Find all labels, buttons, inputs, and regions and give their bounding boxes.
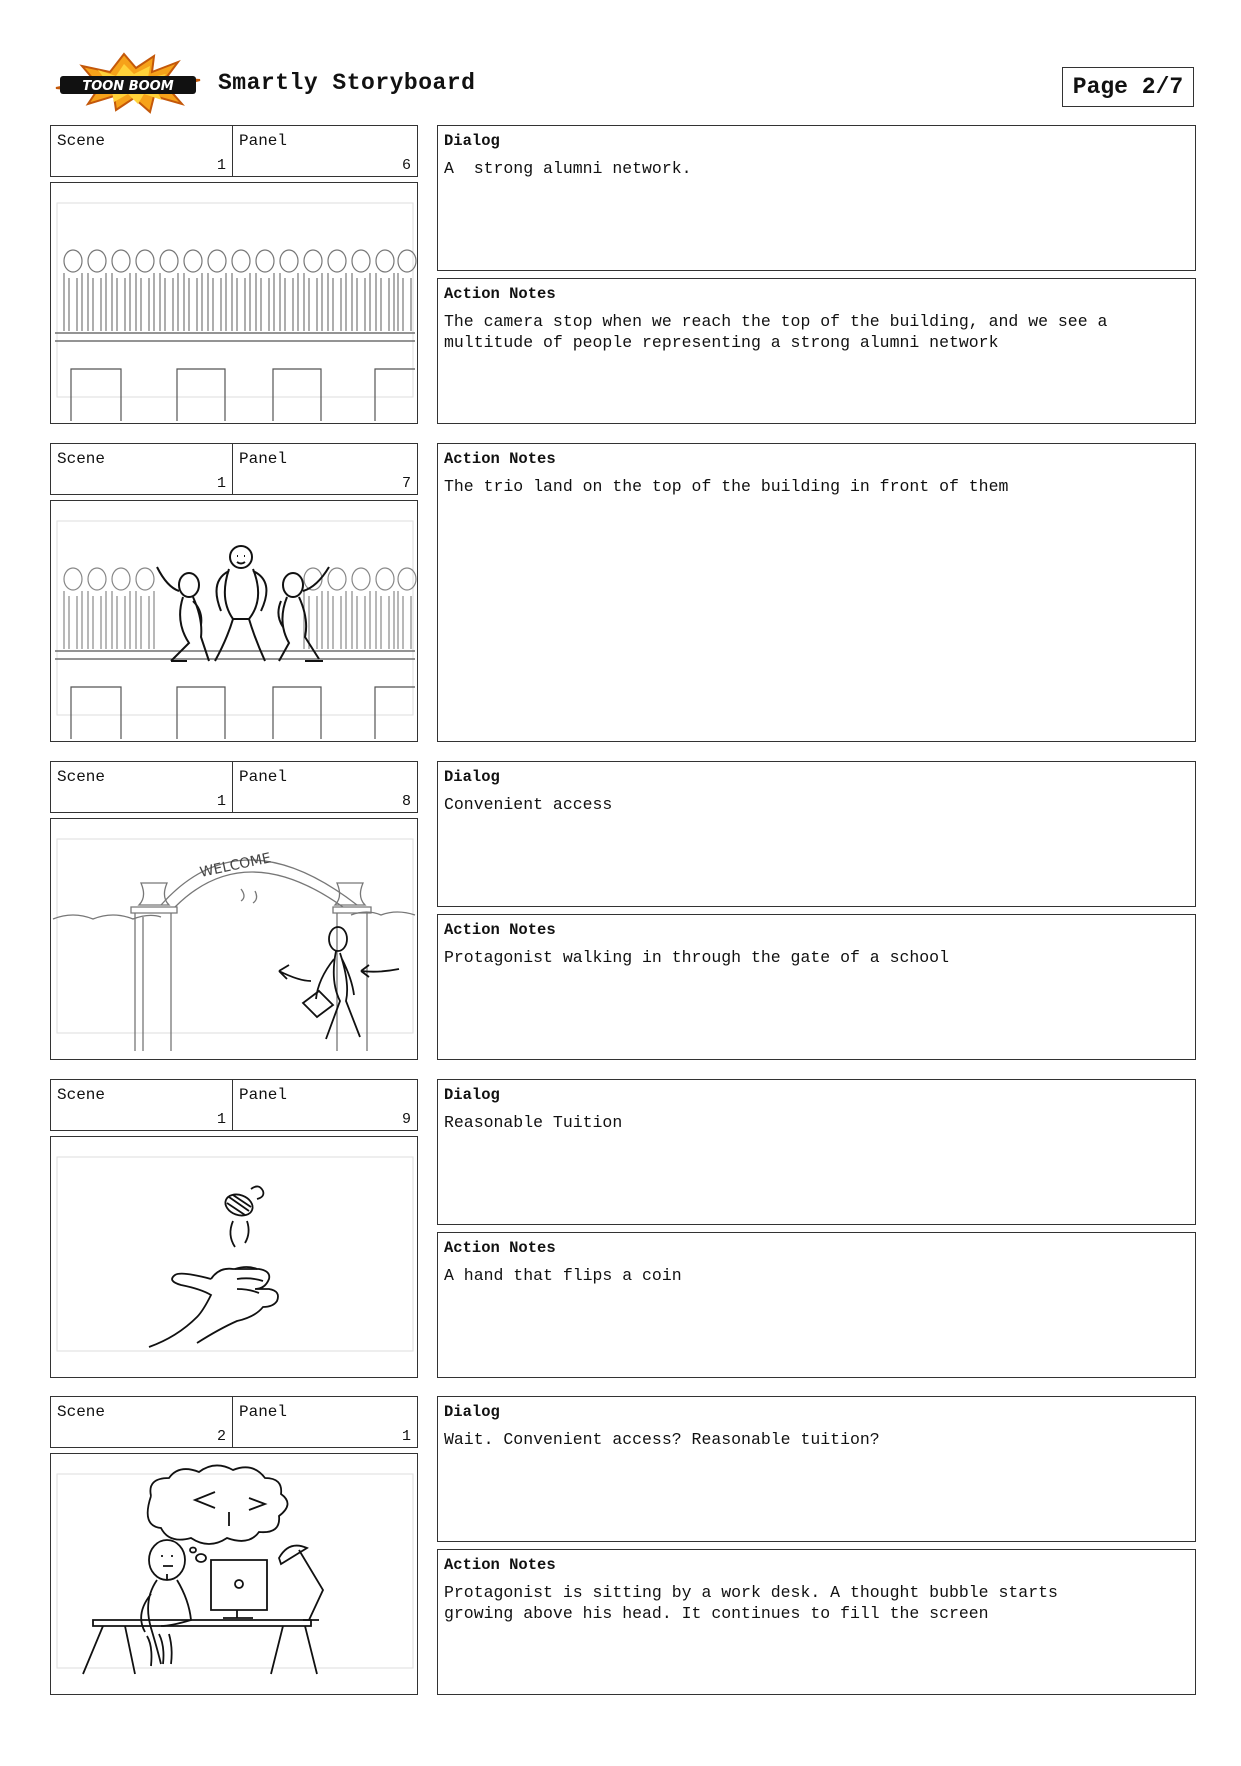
page-number: 2/7 [1141, 74, 1184, 100]
scene-cell [50, 125, 233, 177]
action-notes-title: Action Notes [444, 285, 556, 303]
toon-boom-logo [54, 52, 202, 114]
panel-cell [232, 1079, 418, 1131]
page-title: Smartly Storyboard [218, 70, 476, 96]
panel-sketch-gate [50, 818, 418, 1060]
svg-text:TOON BOOM: TOON BOOM [82, 79, 174, 94]
scene-label: Scene [57, 450, 106, 468]
panel-number: 7 [401, 475, 411, 492]
dialog-text: Convenient access [444, 795, 613, 814]
action-notes-text: Protagonist walking in through the gate of a school [444, 948, 949, 967]
action-notes-text: A hand that flips a coin [444, 1266, 682, 1285]
panel-cell [232, 443, 418, 495]
dialog-box [437, 125, 1196, 271]
dialog-title: Dialog [444, 1403, 500, 1421]
scene-label: Scene [57, 1086, 106, 1104]
panel-cell [232, 1396, 418, 1448]
action-notes-title: Action Notes [444, 921, 556, 939]
scene-number: 2 [216, 1428, 226, 1445]
panel-cell [232, 761, 418, 813]
action-notes-title: Action Notes [444, 1239, 556, 1257]
dialog-text: A strong alumni network. [444, 159, 692, 178]
panel-sketch-trio [50, 500, 418, 742]
svg-text:WELCOME: WELCOME [198, 850, 273, 881]
scene-label: Scene [57, 1403, 106, 1421]
scene-label: Scene [57, 132, 106, 150]
dialog-title: Dialog [444, 132, 500, 150]
scene-label: Scene [57, 768, 106, 786]
panel-number: 8 [401, 793, 411, 810]
action-notes-box [437, 443, 1196, 742]
panel-sketch-coin [50, 1136, 418, 1378]
scene-cell [50, 761, 233, 813]
scene-cell [50, 443, 233, 495]
scene-cell [50, 1396, 233, 1448]
dialog-title: Dialog [444, 768, 500, 786]
dialog-box [437, 1079, 1196, 1225]
panel-label: Panel [239, 450, 288, 468]
page-label: Page [1072, 74, 1128, 100]
scene-number: 1 [216, 475, 226, 492]
action-notes-title: Action Notes [444, 450, 556, 468]
dialog-box [437, 1396, 1196, 1542]
panel-number: 6 [401, 157, 411, 174]
panel-number: 9 [401, 1111, 411, 1128]
action-notes-box [437, 1549, 1196, 1695]
dialog-box [437, 761, 1196, 907]
panel-sketch-crowd [50, 182, 418, 424]
panel-sketch-desk [50, 1453, 418, 1695]
scene-number: 1 [216, 157, 226, 174]
panel-label: Panel [239, 768, 288, 786]
action-notes-box [437, 278, 1196, 424]
panel-label: Panel [239, 1403, 288, 1421]
scene-number: 1 [216, 1111, 226, 1128]
action-notes-title: Action Notes [444, 1556, 556, 1574]
scene-number: 1 [216, 793, 226, 810]
scene-cell [50, 1079, 233, 1131]
panel-number: 1 [401, 1428, 411, 1445]
action-notes-text: Protagonist is sitting by a work desk. A thought bubble starts growing above his head. It continues to fill the screen [444, 1583, 1068, 1623]
dialog-text: Reasonable Tuition [444, 1113, 623, 1132]
page-indicator [1062, 67, 1194, 107]
dialog-title: Dialog [444, 1086, 500, 1104]
panel-label: Panel [239, 1086, 288, 1104]
action-notes-box [437, 914, 1196, 1060]
action-notes-box [437, 1232, 1196, 1378]
dialog-text: Wait. Convenient access? Reasonable tuition? [444, 1430, 880, 1449]
panel-label: Panel [239, 132, 288, 150]
panel-cell [232, 125, 418, 177]
action-notes-text: The camera stop when we reach the top of the building, and we see a multitude of people representing a strong alumni network [444, 312, 1118, 352]
action-notes-text: The trio land on the top of the building in front of them [444, 477, 1009, 496]
